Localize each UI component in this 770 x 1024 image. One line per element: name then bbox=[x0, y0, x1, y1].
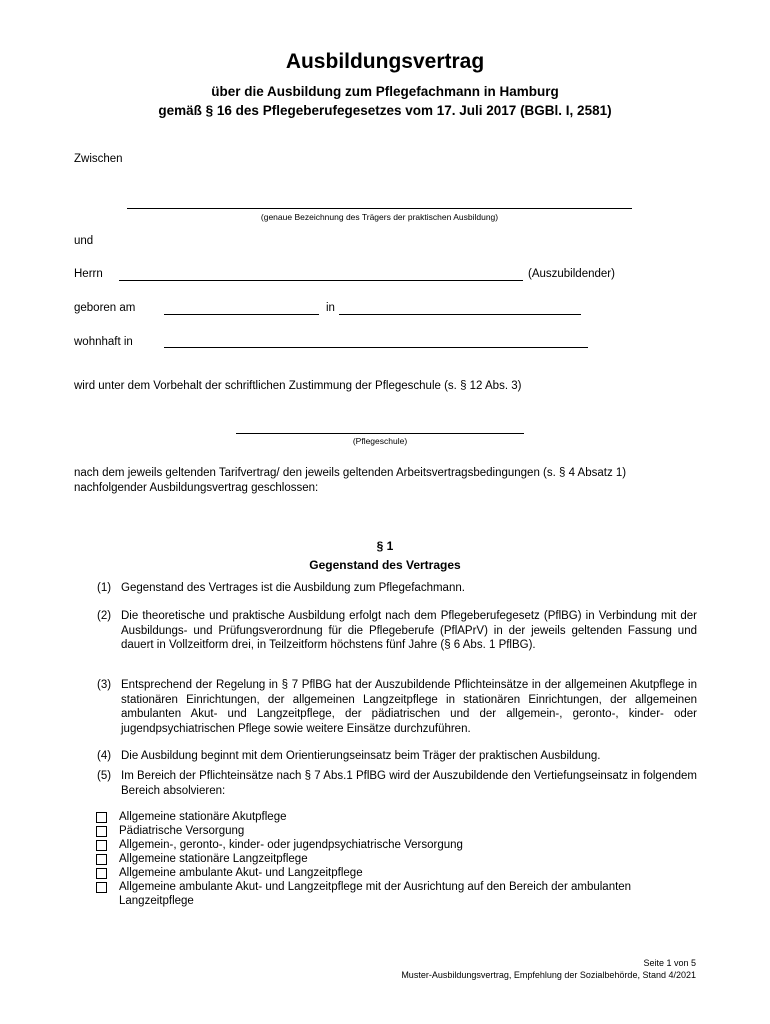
clause-text: Im Bereich der Pflichteinsätze nach § 7 Abs.1 PflBG wird der Auszubildende den Vertiefungseinsatz in folgendem Bereich absolvieren: bbox=[121, 770, 697, 797]
option-label: Allgemeine ambulante Akut- und Langzeitpflege mit der Ausrichtung auf den Bereich der ambulanten Langzeitpflege bbox=[119, 881, 632, 907]
school-name-field[interactable] bbox=[236, 433, 524, 434]
long-term-care-checkbox[interactable] bbox=[96, 854, 107, 865]
footer-source: Muster-Ausbildungsvertrag, Empfehlung der Sozialbehörde, Stand 4/2021 bbox=[401, 970, 696, 980]
and-label: und bbox=[74, 235, 94, 247]
page-number: Seite 1 von 5 bbox=[643, 958, 696, 968]
pediatric-checkbox[interactable] bbox=[96, 826, 107, 837]
option-row-acute-care bbox=[96, 811, 689, 825]
option-label: Allgemein-, geronto-, kinder- oder jugendpsychiatrische Versorgung bbox=[119, 839, 463, 851]
residence-label: wohnhaft in bbox=[74, 336, 133, 348]
option-row-long-term bbox=[96, 853, 689, 867]
carrier-name-field[interactable] bbox=[127, 208, 632, 209]
section-number: § 1 bbox=[376, 539, 394, 553]
clause-number: (2) bbox=[97, 610, 112, 622]
trainee-suffix: (Auszubildender) bbox=[528, 268, 615, 280]
clause-text: Gegenstand des Vertrages ist die Ausbildung zum Pflegefachmann. bbox=[121, 582, 465, 594]
between-label: Zwischen bbox=[74, 153, 123, 165]
option-label: Allgemeine stationäre Akutpflege bbox=[119, 811, 287, 823]
condition-text: wird unter dem Vorbehalt der schriftlichen Zustimmung der Pflegeschule (s. § 12 Abs. 3) bbox=[74, 380, 522, 392]
option-label: Pädiatrische Versorgung bbox=[119, 825, 245, 837]
clause-text: Entsprechend der Regelung in § 7 PflBG hat der Auszubildende Pflichteinsätze in der allgemeinen Akutpflege in stationären Einrichtungen, der allgemeinen Langzeitpflege in stationären Einrichtungen, der allgemeinen ambulanten Akut- und Langzeitpflege, der pädiatrischen und der allgemein-, geronto-, kinder- oder jugendpsychiatrischen Pflege sowie weitere Einsätze durchzuführen. bbox=[121, 679, 697, 735]
clause-text: Die Ausbildung beginnt mit dem Orientierungseinsatz beim Träger der praktischen Ausbildung. bbox=[121, 750, 601, 762]
closing-text: nach dem jeweils geltenden Tarifvertrag/ den jeweils geltenden Arbeitsvertragsbedingungen (s. § 4 Absatz 1) nachfolgender Ausbildungsvertrag geschlossen: bbox=[74, 467, 627, 494]
clause-number: (1) bbox=[97, 582, 112, 594]
herrn-label: Herrn bbox=[74, 268, 103, 280]
document-subtitle-1: über die Ausbildung zum Pflegefachmann in Hamburg bbox=[211, 84, 559, 99]
option-row-pediatric bbox=[96, 825, 689, 839]
acute-care-checkbox[interactable] bbox=[96, 812, 107, 823]
clause-5 bbox=[97, 769, 697, 798]
school-caption: (Pflegeschule) bbox=[352, 436, 408, 446]
trainee-name-field[interactable] bbox=[119, 280, 523, 281]
clause-3 bbox=[97, 678, 697, 736]
clause-2 bbox=[97, 609, 697, 653]
born-label: geboren am bbox=[74, 302, 136, 314]
option-label: Allgemeine stationäre Langzeitpflege bbox=[119, 853, 308, 865]
born-in-label: in bbox=[326, 302, 335, 314]
option-label: Allgemeine ambulante Akut- und Langzeitpflege bbox=[119, 867, 363, 879]
psychiatric-checkbox[interactable] bbox=[96, 840, 107, 851]
clause-text: Die theoretische und praktische Ausbildung erfolgt nach dem Pflegeberufegesetz (PflBG) in Verbindung mit der Ausbildungs- und Prüfungsverordnung für die Pflegeberufe (PflAPrV) in der jeweils geltenden Fassung und dauert in Vollzeitform drei, in Teilzeitform höchstens fünf Jahre (§ 6 Abs. 1 PflBG). bbox=[121, 610, 697, 651]
ambulant-care-checkbox[interactable] bbox=[96, 868, 107, 879]
clause-number: (4) bbox=[97, 750, 112, 762]
option-row-psychiatric bbox=[96, 839, 689, 853]
residence-field[interactable] bbox=[164, 347, 588, 348]
ambulant-long-term-checkbox[interactable] bbox=[96, 882, 107, 893]
document-title: Ausbildungsvertrag bbox=[285, 50, 485, 73]
birth-date-field[interactable] bbox=[164, 314, 319, 315]
clause-1 bbox=[97, 581, 697, 596]
option-row-ambulant-long-term bbox=[96, 881, 689, 908]
clause-4 bbox=[97, 749, 697, 764]
clause-number: (5) bbox=[97, 770, 112, 782]
section-heading: Gegenstand des Vertrages bbox=[309, 558, 461, 572]
option-row-ambulant bbox=[96, 867, 689, 881]
carrier-caption: (genaue Bezeichnung des Trägers der praktischen Ausbildung) bbox=[260, 212, 499, 222]
birth-place-field[interactable] bbox=[339, 314, 581, 315]
clause-number: (3) bbox=[97, 679, 112, 691]
document-subtitle-2: gemäß § 16 des Pflegeberufegesetzes vom 17. Juli 2017 (BGBl. I, 2581) bbox=[158, 103, 612, 118]
